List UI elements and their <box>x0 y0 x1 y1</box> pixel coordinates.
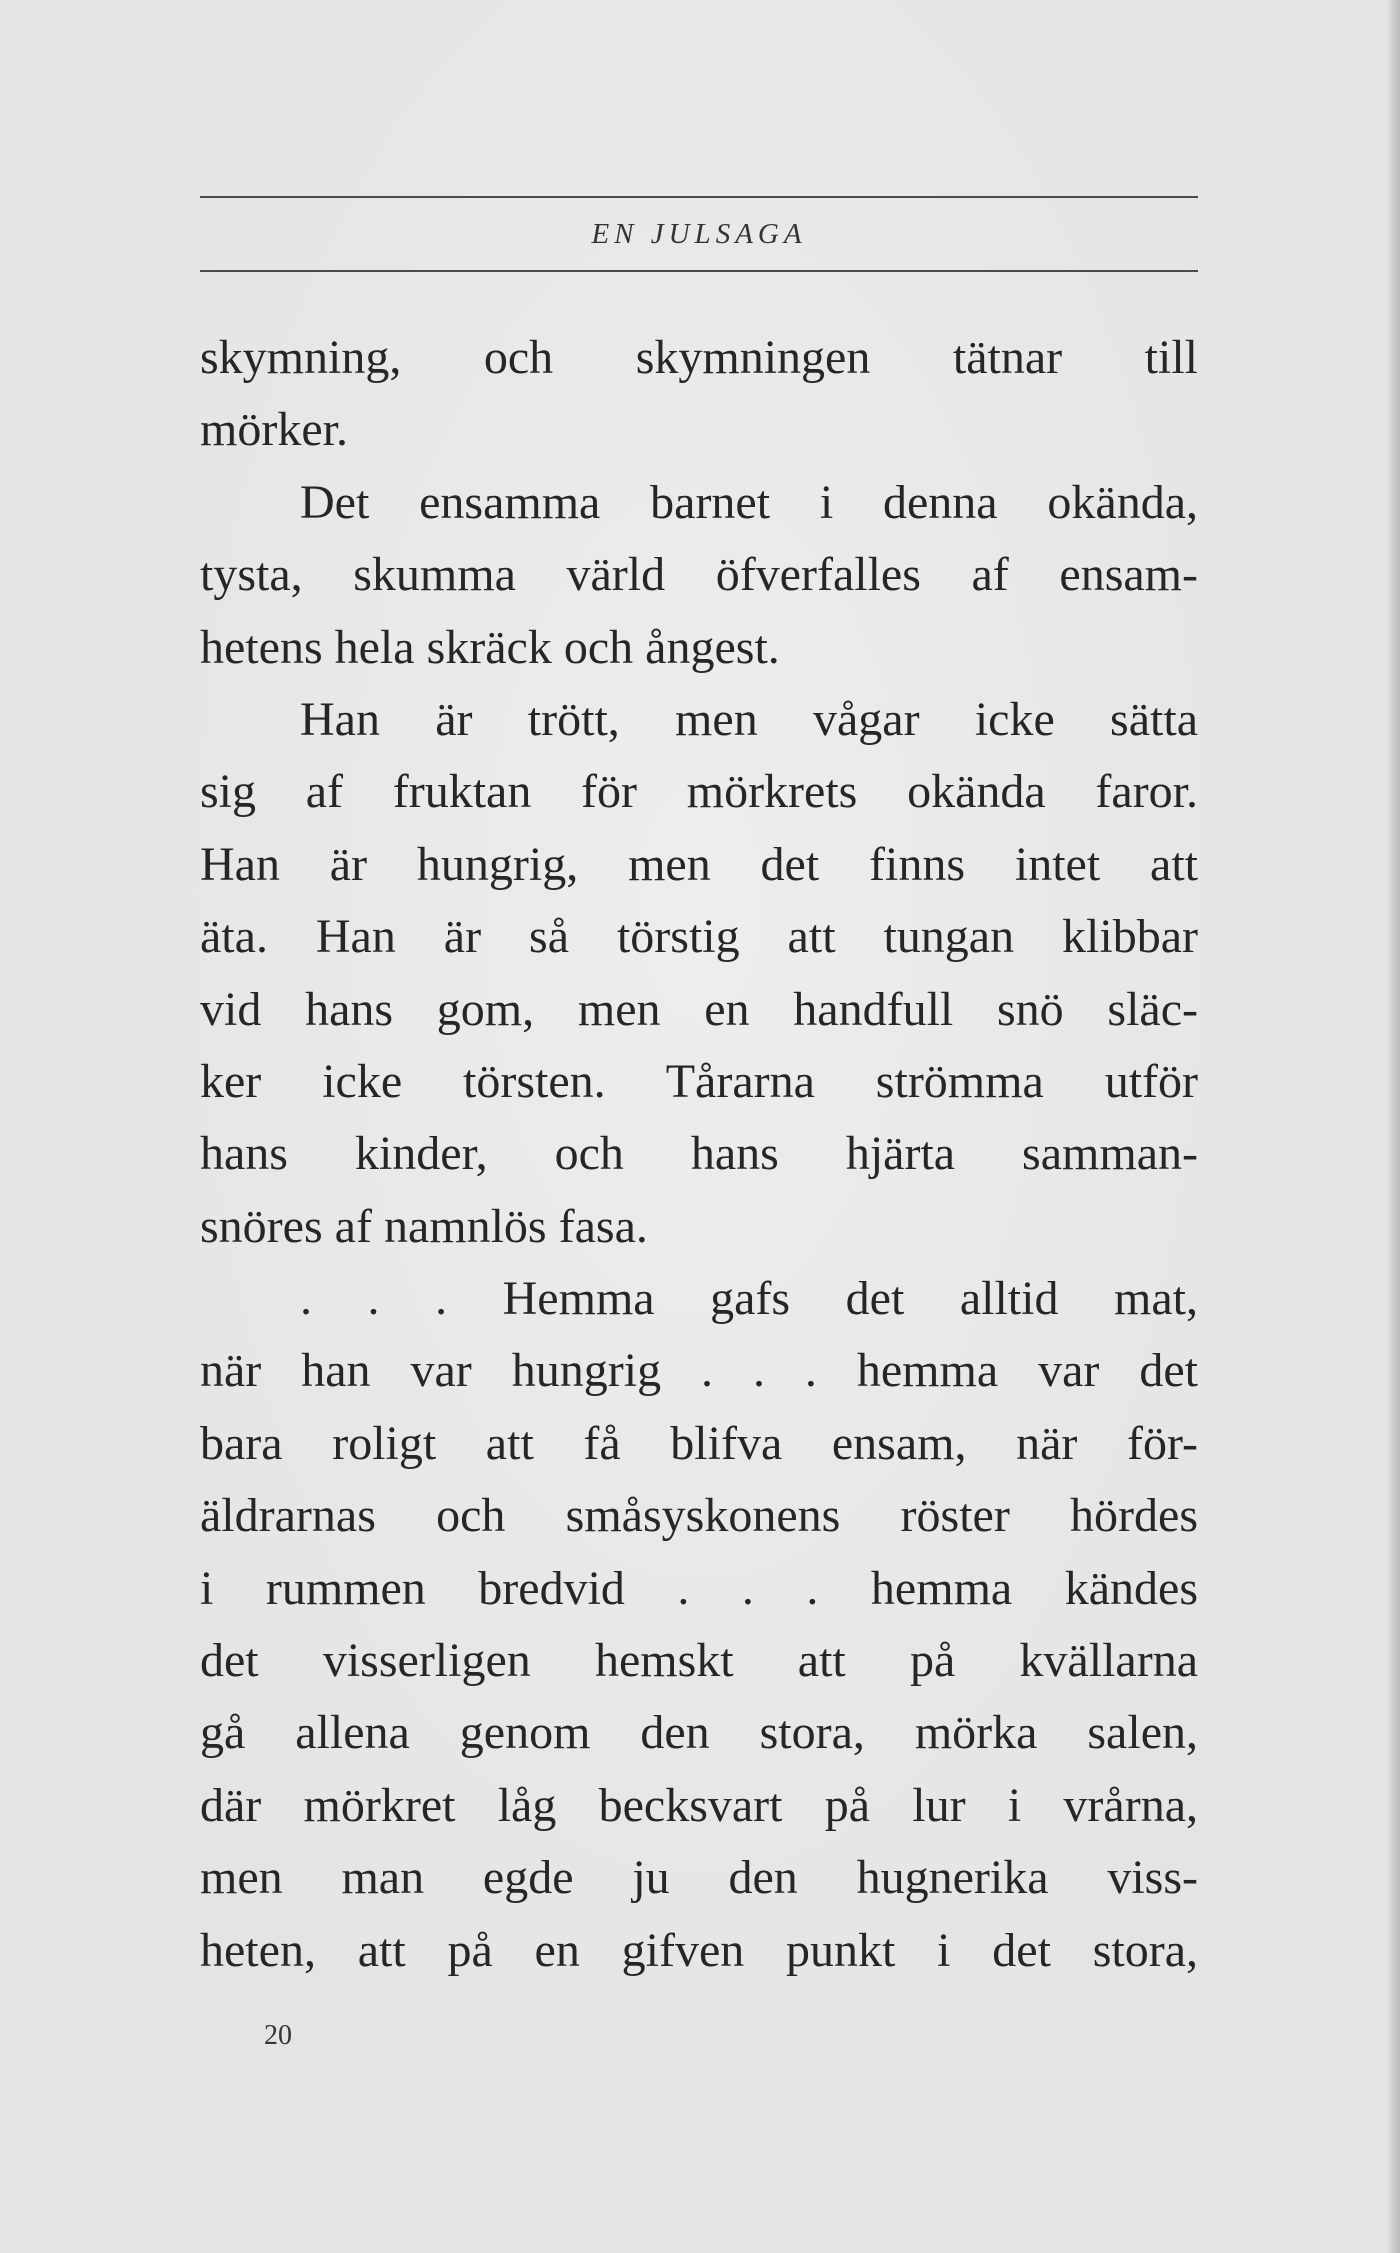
body-text <box>200 322 1198 1987</box>
text-line: det visserligen hemskt att på kvällarna <box>200 1634 1198 1688</box>
text-line: bara roligt att få blifva ensam, när för- <box>200 1416 1198 1470</box>
text-line: Han är trött, men vågar icke sätta <box>300 692 1198 746</box>
text-line: men man egde ju den hugnerika viss- <box>200 1851 1198 1905</box>
text-line: tysta, skumma värld öfverfalles af ensam- <box>200 548 1198 602</box>
text-line: gå allena genom den stora, mörka salen, <box>200 1706 1198 1760</box>
text-line: ker icke törsten. Tårarna strömma utför <box>200 1054 1198 1108</box>
running-head: EN JULSAGA <box>591 218 807 250</box>
text-line: när han var hungrig . . . hemma var det <box>200 1344 1198 1398</box>
page-edge-shadow <box>1386 0 1400 2253</box>
header-rule-bottom <box>200 270 1198 272</box>
text-line: äldrarnas och småsyskonens röster hördes <box>200 1489 1198 1543</box>
text-line: heten, att på en gifven punkt i det stora, <box>200 1923 1198 1977</box>
text-line: skymning, och skymningen tätnar till <box>200 331 1198 384</box>
text-line: snöres af namnlös fasa. <box>200 1199 648 1253</box>
text-line: där mörkret låg becksvart på lur i vrårna, <box>200 1778 1198 1832</box>
text-line: äta. Han är så törstig att tungan klibbar <box>200 910 1198 964</box>
text-line: sig af fruktan för mörkrets okända faror. <box>200 765 1198 819</box>
page-number: 20 <box>264 2020 292 2051</box>
text-line: Det ensamma barnet i denna okända, <box>300 475 1198 529</box>
text-line: vid hans gom, men en handfull snö släc- <box>200 982 1198 1036</box>
text-line: . . . Hemma gafs det alltid mat, <box>300 1272 1198 1326</box>
text-line: hetens hela skräck och ångest. <box>200 620 780 674</box>
text-line: hans kinder, och hans hjärta samman- <box>200 1127 1198 1181</box>
header-rule-top <box>200 196 1198 198</box>
text-line: mörker. <box>200 403 348 457</box>
text-line: i rummen bredvid . . . hemma kändes <box>200 1561 1198 1615</box>
text-line: Han är hungrig, men det finns intet att <box>200 837 1198 891</box>
